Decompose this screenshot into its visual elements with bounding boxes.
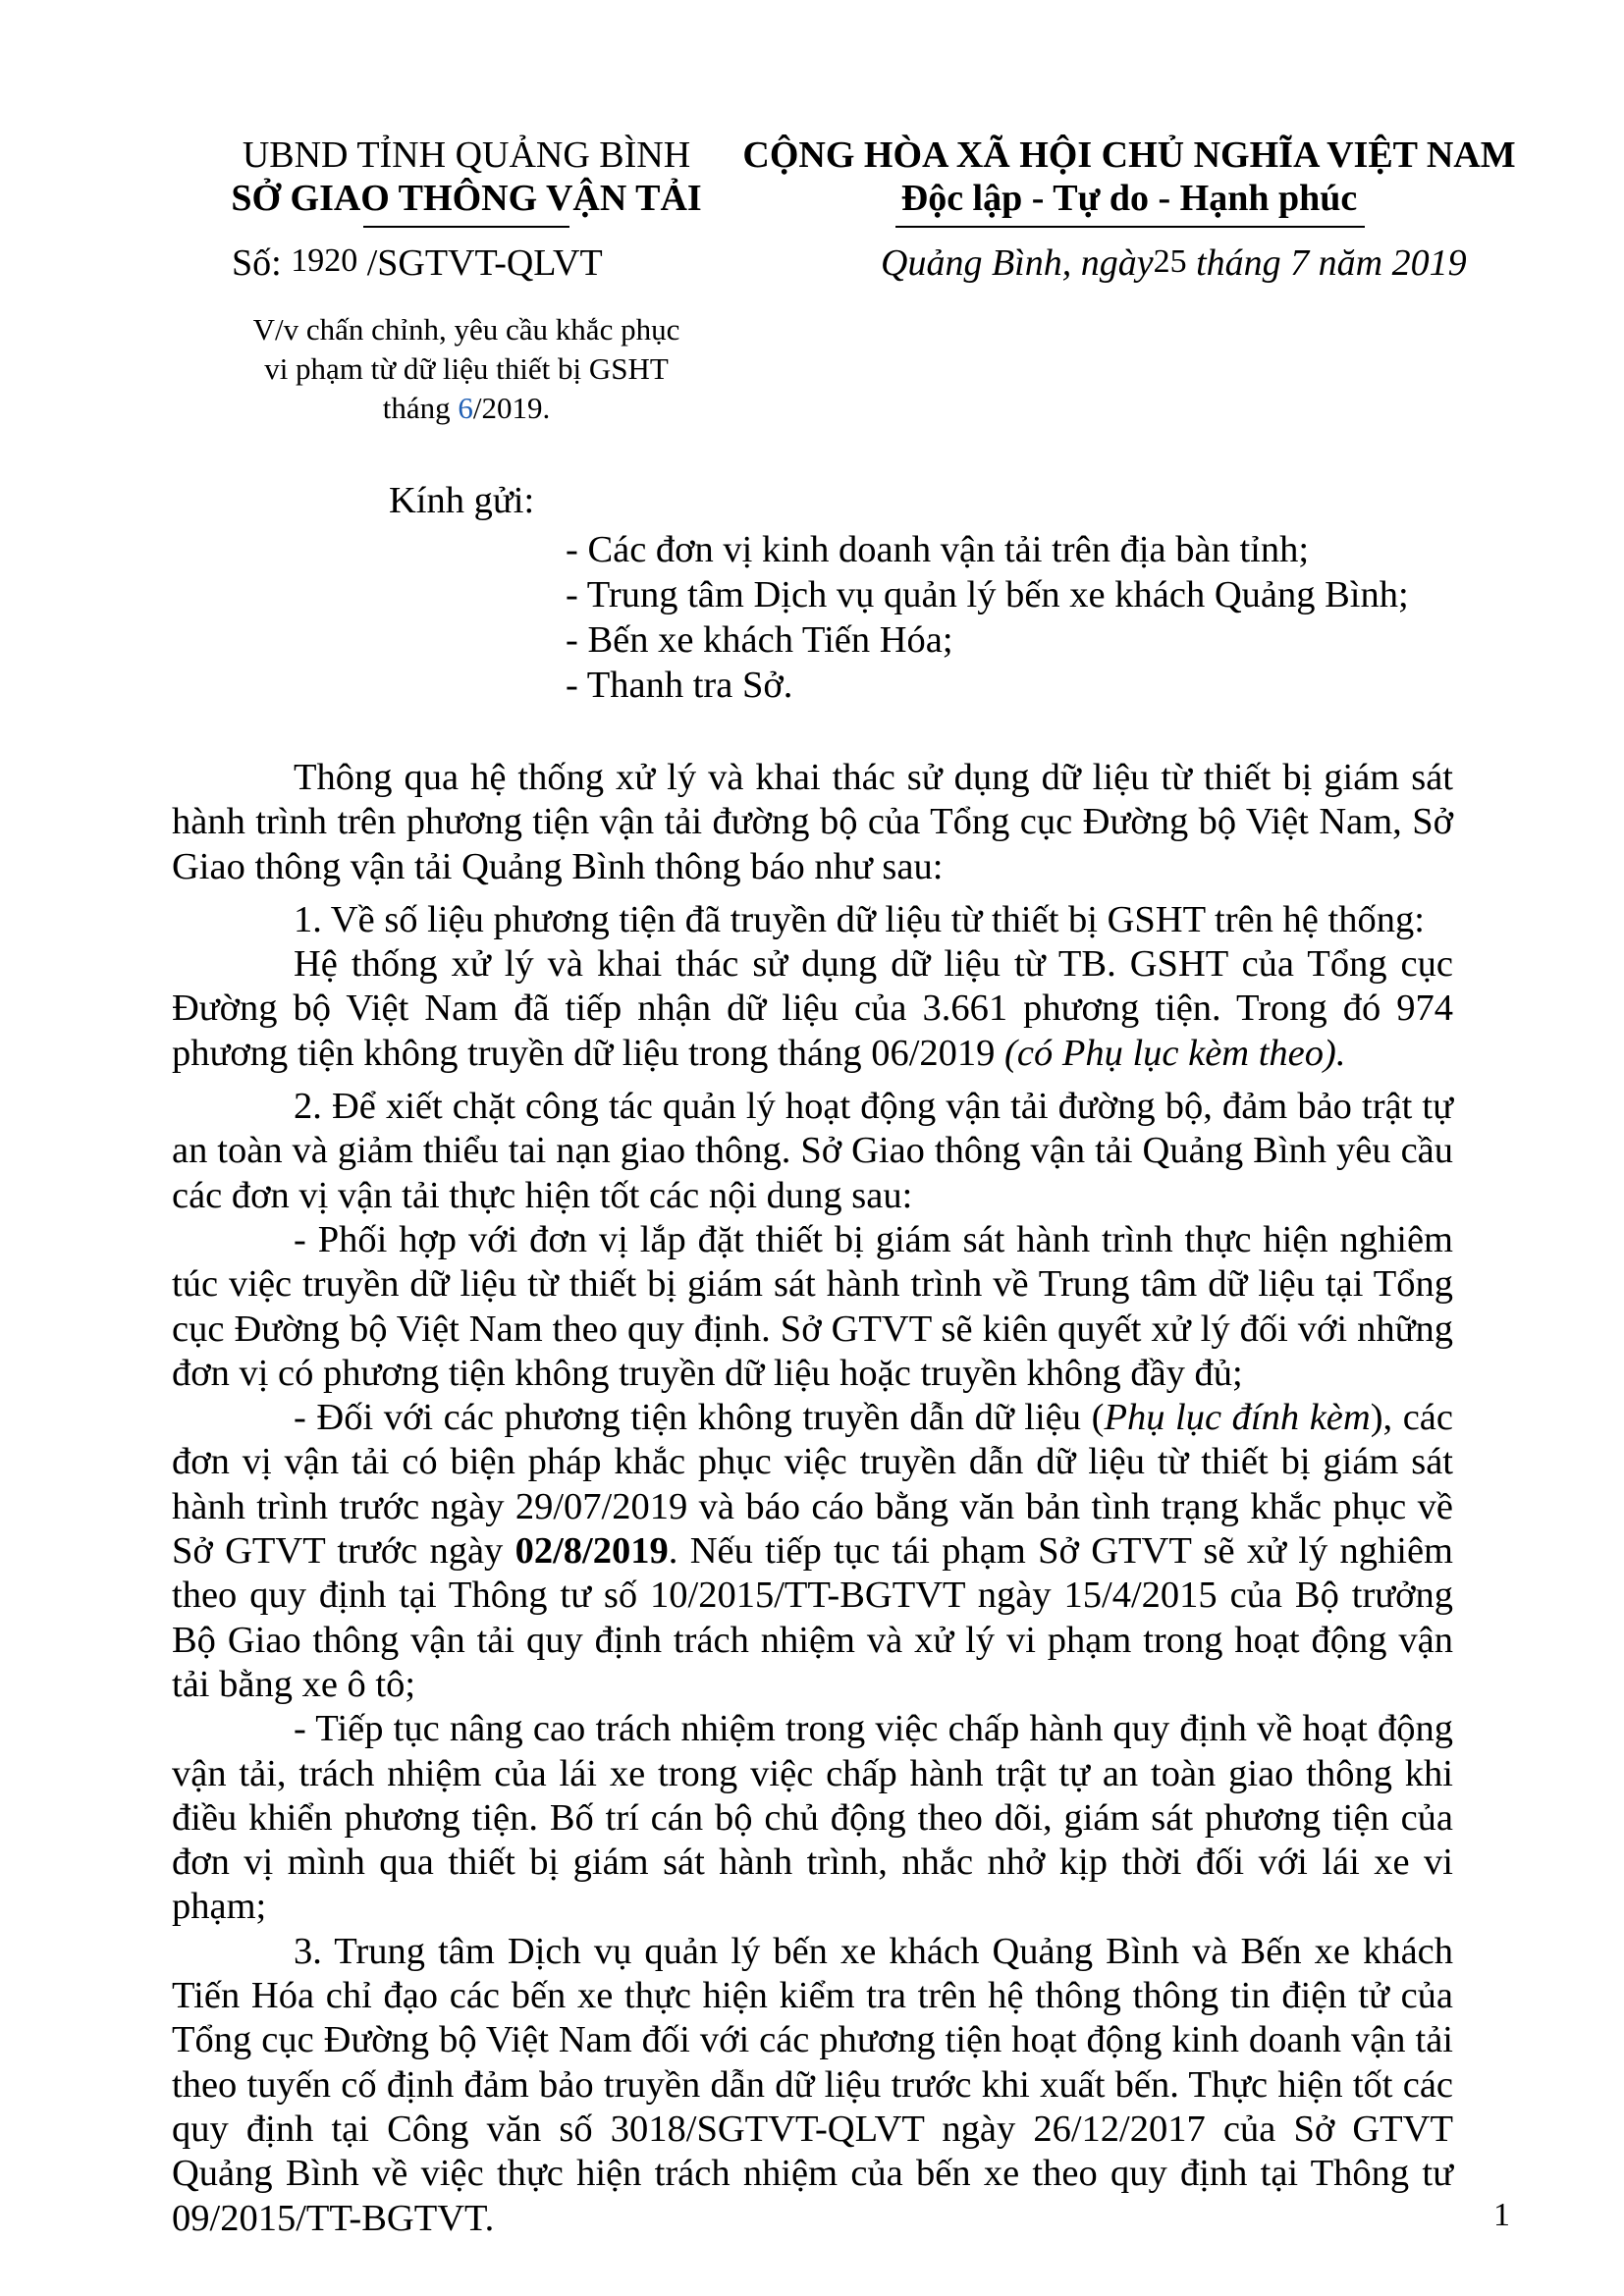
number-prefix: Số:	[232, 242, 292, 284]
appendix-note: (có Phụ lục kèm theo).	[1004, 1032, 1346, 1074]
issuer-block	[211, 133, 722, 220]
org-parent: UBND TỈNH QUẢNG BÌNH	[242, 134, 691, 176]
document-number	[232, 241, 603, 287]
recipient-item: - Bến xe khách Tiến Hóa;	[566, 619, 953, 661]
number-suffix: /SGTVT-QLVT	[357, 242, 603, 284]
section-3: 3. Trung tâm Dịch vụ quản lý bến xe khách Quảng Bình và Bến xe khách Tiến Hóa chỉ đạo các bến xe thực hiện kiểm tra trên hệ thông thông tin điện tử của Tổng cục Đường bộ Việt Nam đối với các phương tiện hoạt động kinh doanh vận tải theo tuyến cố định đảm bảo truyền dẫn dữ liệu trước khi xuất bến. Thực hiện tốt các quy định tại Công văn số 3018/SGTVT-QLVT ngày 26/12/2017 của Sở GTVT Quảng Bình về việc thực hiện trách nhiệm của bến xe theo quy định tại Thông tư 09/2015/TT-BGTVT.	[172, 1930, 1453, 2239]
deadline-date: 02/8/2019	[514, 1530, 669, 1573]
recipient-item: - Thanh tra Sở.	[566, 665, 793, 706]
subject-month: 6	[458, 391, 473, 425]
subject-line-1: V/v chấn chỉnh, yêu cầu khắc phục	[252, 312, 680, 347]
page-number: 1	[1493, 2197, 1510, 2233]
document-body	[172, 756, 1453, 2241]
date-day: 25	[1153, 243, 1187, 280]
subject-line-3: tháng 6/2019.	[382, 391, 551, 425]
recipient-item: - Trung tâm Dịch vụ quản lý bến xe khách Quảng Bình;	[566, 574, 1409, 615]
issue-date: Quảng Bình, ngày25 tháng 7 năm 2019	[881, 242, 1467, 284]
org-name: SỞ GIAO THÔNG VẬN TẢI	[231, 178, 702, 219]
section-2-bullet-2: - Đối với các phương tiện không truyền dẫn dữ liệu (Phụ lục đính kèm), các đơn vị vận tải có biện pháp khắc phục việc truyền dẫn dữ liệu từ thiết bị giám sát hành trình trước ngày 29/07/2019 và báo cáo bằng văn bản tình trạng khắc phục về Sở GTVT trước ngày 02/8/2019. Nếu tiếp tục tái phạm Sở GTVT sẽ xử lý nghiêm theo quy định tại Thông tư số 10/2015/TT-BGTVT ngày 15/4/2015 của Bộ trưởng Bộ Giao thông vận tải quy định trách nhiệm và xử lý vi phạm trong hoạt động vận tải bằng xe ô tô;	[172, 1397, 1453, 1705]
motto-underline	[895, 226, 1365, 228]
intro-paragraph: Thông qua hệ thống xử lý và khai thác sử dụng dữ liệu từ thiết bị giám sát hành trình trên phương tiện vận tải đường bộ của Tổng cục Đường bộ Việt Nam, Sở Giao thông vận tải Quảng Bình thông báo như sau:	[172, 757, 1453, 887]
section-1-text: Hệ thống xử lý và khai thác sử dụng dữ liệu từ TB. GSHT của Tổng cục Đường bộ Việt Nam đã tiếp nhận dữ liệu của 3.661 phương tiện. Trong đó 974 phương tiện không truyền dữ liệu trong tháng 06/2019 (có Phụ lục kèm theo).	[172, 943, 1453, 1074]
salutation: Kính gửi:	[389, 480, 535, 521]
section-2-bullet-3: - Tiếp tục nâng cao trách nhiệm trong việc chấp hành quy định về hoạt động vận tải, trách nhiệm của lái xe trong việc chấp hành trật tự an toàn giao thông khi điều khiển phương tiện. Bố trí cán bộ chủ động theo dõi, giám sát phương tiện của đơn vị mình qua thiết bị giám sát hành trình, nhắc nhở kịp thời đối với lái xe vi phạm;	[172, 1708, 1453, 1928]
recipient-list	[566, 528, 1409, 708]
subject-line-2: vi phạm từ dữ liệu thiết bị GSHT	[264, 351, 669, 386]
org-underline	[363, 226, 569, 228]
section-1-title: 1. Về số liệu phương tiện đã truyền dữ liệu từ thiết bị GSHT trên hệ thống:	[294, 898, 1425, 940]
recipient-item: - Các đơn vị kinh doanh vận tải trên địa bàn tỉnh;	[566, 529, 1310, 570]
section-2-bullet-1: - Phối hợp với đơn vị lắp đặt thiết bị giám sát hành trình thực hiện nghiêm túc việc truyền dữ liệu từ thiết bị giám sát hành trình về Trung tâm dữ liệu tại Tổng cục Đường bộ Việt Nam theo quy định. Sở GTVT sẽ kiên quyết xử lý đối với những đơn vị có phương tiện không truyền dữ liệu hoặc truyền không đầy đủ;	[172, 1218, 1453, 1394]
section-2-title: 2. Để xiết chặt công tác quản lý hoạt động vận tải đường bộ, đảm bảo trật tự an toàn và giảm thiểu tai nạn giao thông. Sở Giao thông vận tải Quảng Bình yêu cầu các đơn vị vận tải thực hiện tốt các nội dung sau:	[172, 1086, 1453, 1216]
appendix-note: Phụ lục đính kèm	[1104, 1397, 1371, 1439]
national-title: CỘNG HÒA XÃ HỘI CHỦ NGHĨA VIỆT NAM	[742, 134, 1516, 176]
number-value: 1920	[291, 242, 358, 279]
national-motto: Độc lập - Tự do - Hạnh phúc	[900, 178, 1358, 219]
national-block	[731, 133, 1527, 220]
subject-block	[211, 310, 722, 428]
